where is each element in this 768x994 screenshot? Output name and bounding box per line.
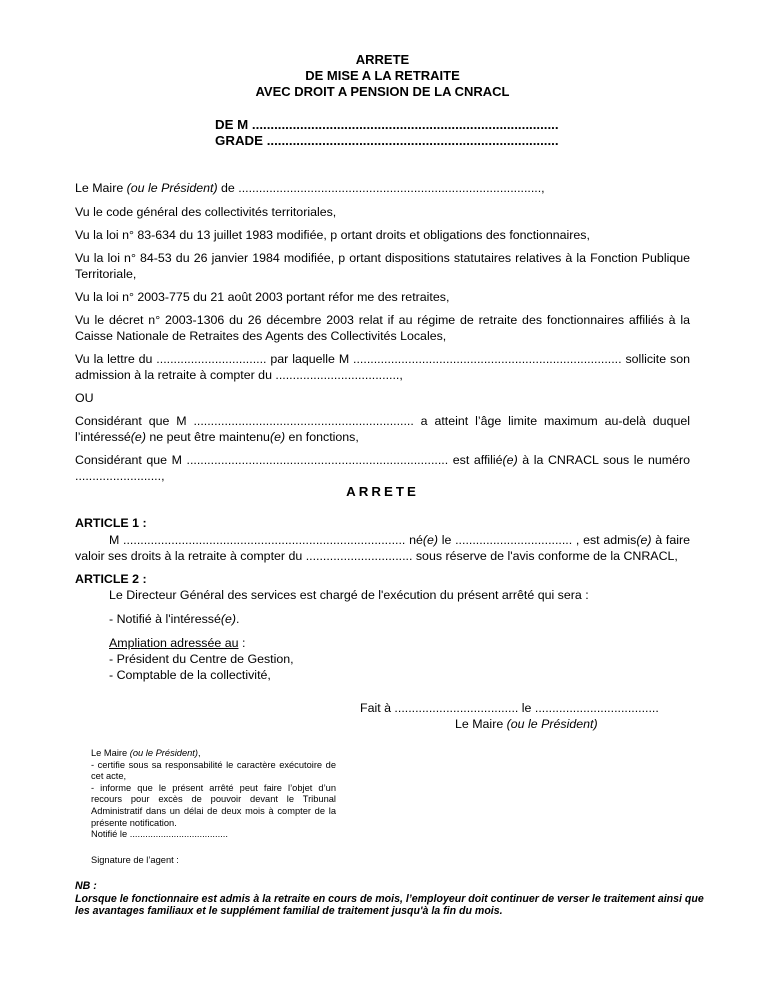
article-1-label: ARTICLE 1 : [75,516,147,530]
article-1-text: M .................................................................................. né(e) le .................................. , est admis(e) à faire valoir ses droits à la retraite à compter du ............................... sous réserve de l'avis conforme de la CNRACL, [75,533,690,563]
considerant-cnracl: Considérant que M ............................................................................ est affilié(e) à la CNRACL sous le numéro ........................., [75,453,690,483]
title-line-1: ARRETE [355,52,410,67]
maire-line: Le Maire (ou le Président) de ........................................................................................, [75,181,545,195]
de-m-line: DE M ................................................................................... [215,117,559,132]
article-2-text: Le Directeur Général des services est chargé de l'exécution du présent arrêté qui sera : [109,588,589,602]
cert-maire: Le Maire (ou le Président), [91,748,201,758]
vu-code: Vu le code général des collectivités territoriales, [75,205,337,219]
vu-loi-2003: Vu la loi n° 2003-775 du 21 août 2003 portant réfor me des retraites, [75,290,450,304]
document-title [75,52,690,100]
fait-a-line: Fait à .................................... le .................................... [360,701,659,715]
vu-decret: Vu le décret n° 2003-1306 du 26 décembre 2003 relat if au régime de retraite des fonctionnaires affiliés à la Caisse Nationale de Retraites des Agents des Collectivités Locales, [75,313,690,343]
certification-block [91,748,336,866]
vu-loi-1984: Vu la loi n° 84-53 du 26 janvier 1984 modifiée, p ortant dispositions statutaires relatives à la Fonction Publique Territoriale, [75,251,690,281]
ampliation-dest-1: - Président du Centre de Gestion, [109,652,294,666]
cert-certifie: - certifie sous sa responsabilité le caractère exécutoire de cet acte, [91,759,336,782]
vu-lettre: Vu la lettre du ................................ par laquelle M .............................................................................. sollicite son admission à la retraite à compter du ...................................., [75,352,690,382]
nb-note [75,880,715,918]
ampliation-dest-2: - Comptable de la collectivité, [109,668,271,682]
title-line-3: AVEC DROIT A PENSION DE LA CNRACL [255,84,510,99]
considerant-age: Considérant que M ................................................................ a atteint l’âge limite maximum au-delà duquel l’intéressé(e) ne peut être maintenu(e) en fonctions, [75,414,690,444]
cert-signature-agent: Signature de l’agent : [91,854,179,865]
cert-informe: - informe que le présent arrêté peut faire l’objet d’un recours pour excès de pouvoir devant le Tribunal Administratif dans un délai de deux mois à compter de la présente notification. [91,782,336,828]
ampliation-block [109,635,690,683]
vu-loi-1983: Vu la loi n° 83-634 du 13 juillet 1983 modifiée, p ortant droits et obligations des fonctionnaires, [75,228,590,242]
nb-text: Lorsque le fonctionnaire est admis à la retraite en cours de mois, l’employeur doit continuer de verser le traitement ainsi que les avantages familiaux et le supplément familial de traitement jusqu'à la fin du mois. [75,892,704,917]
grade-line: GRADE ............................................................................... [215,133,559,148]
notifie-line: - Notifié à l'intéressé(e). [109,612,240,626]
ou-separator: OU [75,391,94,405]
arrete-heading: ARRETE [346,484,419,499]
cert-notifie: Notifié le ...................................... [91,829,228,840]
article-2-label: ARTICLE 2 : [75,572,147,586]
signature-maire: Le Maire (ou le Président) [455,717,598,731]
nb-label: NB : [75,880,97,892]
ampliation-heading: Ampliation adressée au : [109,636,246,650]
title-line-2: DE MISE A LA RETRAITE [305,68,460,83]
